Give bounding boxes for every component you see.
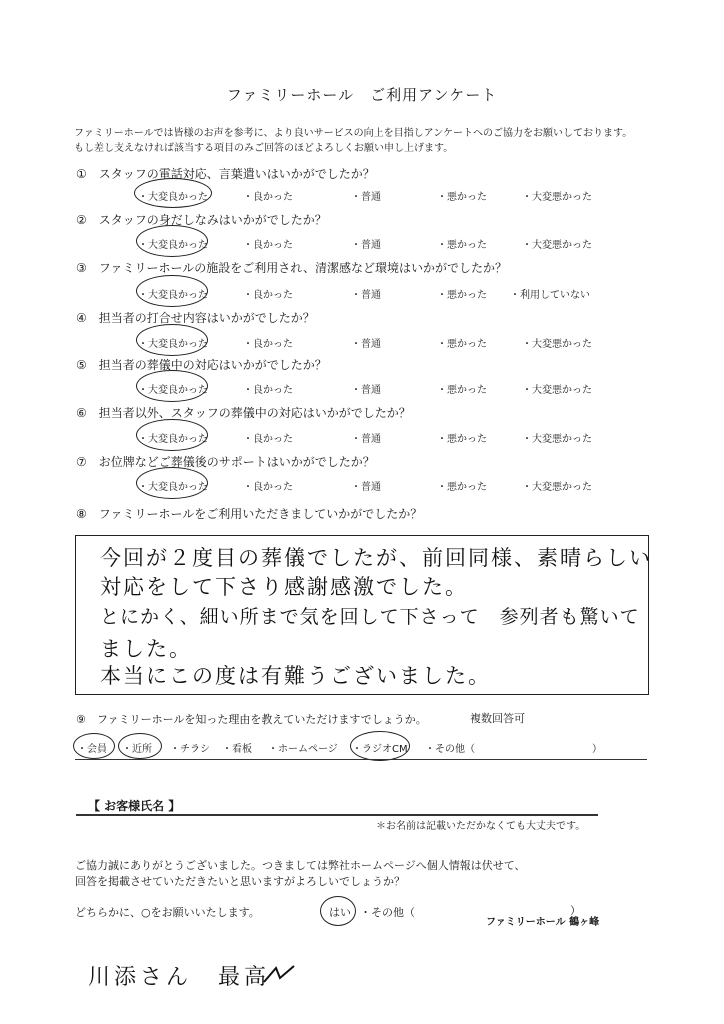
q2-option-2[interactable]: ・良かった <box>243 240 293 251</box>
handwritten-arrow-mark <box>262 962 302 988</box>
q4-option-1[interactable]: ・大変良かった <box>138 339 208 350</box>
q9-member-circle <box>73 733 115 759</box>
comment-line-2: 対応をして下さり感謝感激でした。 <box>100 575 468 599</box>
q7-option-5[interactable]: ・大変悪かった <box>522 482 592 493</box>
q2-option-5[interactable]: ・大変悪かった <box>522 240 592 251</box>
q4-option-5[interactable]: ・大変悪かった <box>522 339 592 350</box>
comment-line-3: とにかく、細い所まで気を回して下さって 参列者も驚いて <box>100 606 640 628</box>
q5-option-2[interactable]: ・良かった <box>243 385 293 396</box>
q1-option-2[interactable]: ・良かった <box>243 192 293 203</box>
intro-line-2: もし差し支えなければ該当する項目のみご回答のほどよろしくお願い申し上げます。 <box>74 143 454 154</box>
comment-line-1: 今回が２度目の葬儀でしたが、前回同様、素晴らしい <box>100 546 652 570</box>
q9-underline <box>75 759 647 760</box>
q7-option-3[interactable]: ・普通 <box>351 482 381 493</box>
consent-other[interactable]: ・その他（ <box>360 906 415 919</box>
q7-option-4[interactable]: ・悪かった <box>437 482 487 493</box>
q9-nearby-circle <box>118 733 162 759</box>
q9-option-radio[interactable]: ・ラジオCM <box>352 744 408 755</box>
q6-option-2[interactable]: ・良かった <box>243 434 293 445</box>
question-2: ② スタッフの身だしなみはいかがでしたか？ <box>76 213 327 227</box>
hall-name: ファミリーホール 鶴ヶ峰 <box>486 917 600 928</box>
question-6: ⑥ 担当者以外、スタッフの葬儀中の対応はいかがでしたか？ <box>76 406 411 420</box>
consent-yes[interactable]: はい <box>329 906 351 919</box>
q9-radio-circle <box>350 731 410 761</box>
q5-option-1[interactable]: ・大変良かった <box>138 385 208 396</box>
q9-option-flyer[interactable]: ・チラシ <box>170 744 210 755</box>
question-5: ⑤ 担当者の葬儀中の対応はいかがでしたか？ <box>76 358 327 372</box>
q6-option-3[interactable]: ・普通 <box>351 434 381 445</box>
q9-note: 複数回答可 <box>470 712 525 725</box>
closing-line-2: 回答を掲載させていただきたいと思いますがよろしいでしょうか？ <box>75 875 405 888</box>
q6-option-1[interactable]: ・大変良かった <box>138 434 208 445</box>
q3-option-3[interactable]: ・普通 <box>351 290 381 301</box>
q2-option-3[interactable]: ・普通 <box>351 240 381 251</box>
name-note: ＊お名前は記載いただかなくても大丈夫です。 <box>376 821 586 832</box>
q9-option-homepage[interactable]: ・ホームページ <box>268 744 338 755</box>
q7-option-1[interactable]: ・大変良かった <box>138 482 208 493</box>
q6-option-4[interactable]: ・悪かった <box>437 434 487 445</box>
q4-option-2[interactable]: ・良かった <box>243 339 293 350</box>
question-8: ⑧ ファミリーホールをご利用いただきましていかがでしたか？ <box>76 507 423 521</box>
q9-option-signboard[interactable]: ・看板 <box>222 744 252 755</box>
question-3: ③ ファミリーホールの施設をご利用され、清潔感など環境はいかがでしたか？ <box>76 261 508 275</box>
q1-answer-circle <box>134 178 212 208</box>
question-4: ④ 担当者の打合せ内容はいかがでしたか？ <box>76 311 315 325</box>
question-1: ① スタッフの電話対応、言葉遣いはいかがでしたか？ <box>76 167 375 181</box>
q7-answer-circle <box>136 467 208 499</box>
customer-name-label: 【 お客様氏名 】 <box>88 799 181 813</box>
q1-option-1[interactable]: ・大変良かった <box>138 192 208 203</box>
q5-option-3[interactable]: ・普通 <box>351 385 381 396</box>
comment-line-4: ました。 <box>100 637 192 661</box>
handwritten-note: 川添さん 最高 <box>88 965 271 990</box>
q4-answer-circle <box>136 324 208 356</box>
survey-title: ファミリーホール ご利用アンケート <box>226 86 498 104</box>
arrow-stroke <box>264 966 294 982</box>
q3-option-4[interactable]: ・悪かった <box>437 290 487 301</box>
customer-name-line[interactable] <box>76 814 598 816</box>
comment-line-5: 本当にこの度は有難うございました。 <box>100 664 491 688</box>
q9-option-other-close: ） <box>592 744 602 755</box>
consent-other-close: ） <box>570 904 581 917</box>
q9-option-member[interactable]: ・会員 <box>77 744 107 755</box>
q4-option-3[interactable]: ・普通 <box>351 339 381 350</box>
q2-option-4[interactable]: ・悪かった <box>437 240 487 251</box>
q2-option-1[interactable]: ・大変良かった <box>138 240 208 251</box>
q3-option-5[interactable]: ・利用していない <box>510 290 590 301</box>
circle-prompt: どちらかに、○をお願いいたします。 <box>75 906 260 919</box>
consent-yes-circle <box>320 896 356 926</box>
q2-answer-circle <box>136 225 208 257</box>
q1-option-4[interactable]: ・悪かった <box>437 192 487 203</box>
q3-option-1[interactable]: ・大変良かった <box>138 290 208 301</box>
q9-option-nearby[interactable]: ・近所 <box>122 744 152 755</box>
q5-option-5[interactable]: ・大変悪かった <box>522 385 592 396</box>
q3-option-2[interactable]: ・良かった <box>243 290 293 301</box>
closing-line-1: ご協力誠にありがとうございました。つきましては弊社ホームページへ個人情報は伏せて、 <box>75 859 526 872</box>
question-7: ⑦ お位牌などご葬儀後のサポートはいかがでしたか？ <box>76 455 375 469</box>
q7-option-2[interactable]: ・良かった <box>243 482 293 493</box>
q1-option-5[interactable]: ・大変悪かった <box>522 192 592 203</box>
q6-answer-circle <box>136 419 208 451</box>
q5-option-4[interactable]: ・悪かった <box>437 385 487 396</box>
q3-answer-circle <box>136 275 208 307</box>
question-9: ⑨ ファミリーホールを知った理由を教えていただけますでしょうか。 <box>76 713 427 726</box>
q6-option-5[interactable]: ・大変悪かった <box>522 434 592 445</box>
q5-answer-circle <box>136 370 208 402</box>
q1-option-3[interactable]: ・普通 <box>351 192 381 203</box>
intro-line-1: ファミリーホールでは皆様のお声を参考に、より良いサービスの向上を目指しアンケートへのご協力をお願いしております。 <box>74 128 633 139</box>
q9-option-other[interactable]: ・その他（ <box>425 744 475 755</box>
q4-option-4[interactable]: ・悪かった <box>437 339 487 350</box>
